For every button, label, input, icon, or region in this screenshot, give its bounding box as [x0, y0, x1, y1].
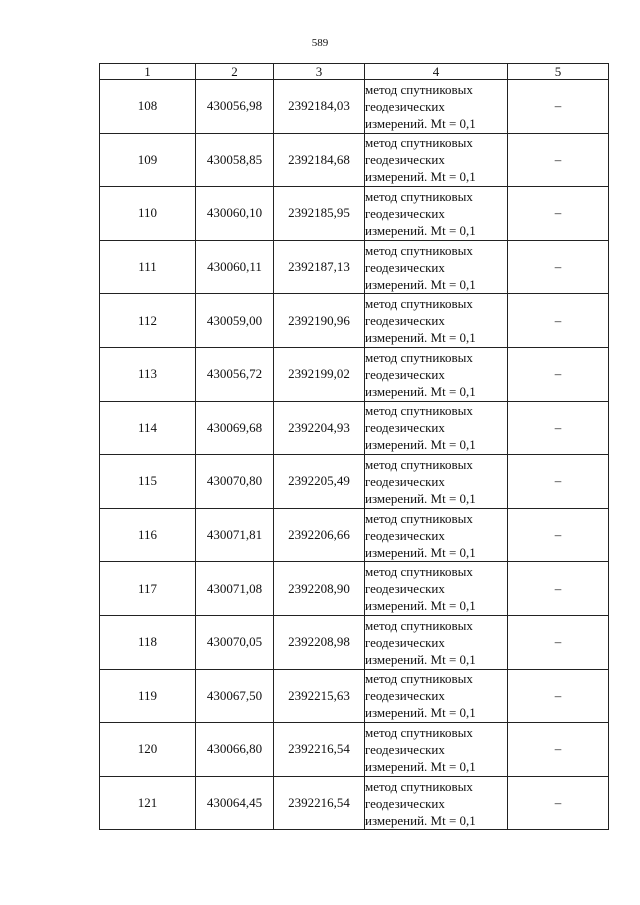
y-coordinate-cell: 2392215,63 [274, 669, 365, 723]
point-number-cell: 113 [100, 347, 196, 401]
method-line: геодезических [365, 688, 445, 704]
table-row [100, 187, 609, 241]
table-row [100, 669, 609, 723]
x-coordinate-cell: 430056,98 [196, 80, 274, 134]
page-number: 589 [311, 37, 329, 49]
method-cell [365, 776, 508, 830]
table-row [100, 455, 609, 509]
point-number-cell: 121 [100, 776, 196, 830]
method-cell [365, 240, 508, 294]
col5-cell: – [508, 776, 609, 830]
method-line: измерений. Mt = 0,1 [365, 758, 476, 774]
method-line: измерений. Mt = 0,1 [365, 383, 476, 399]
method-line: геодезических [365, 313, 445, 329]
point-number-cell: 108 [100, 80, 196, 134]
method-line: метод спутниковых [365, 188, 473, 204]
table-row [100, 401, 609, 455]
point-number-cell: 120 [100, 723, 196, 777]
method-cell [365, 508, 508, 562]
y-coordinate-cell: 2392216,54 [274, 776, 365, 830]
x-coordinate-cell: 430056,72 [196, 347, 274, 401]
method-cell [365, 455, 508, 509]
point-number-cell: 114 [100, 401, 196, 455]
y-coordinate-cell: 2392185,95 [274, 187, 365, 241]
col5-cell: – [508, 723, 609, 777]
method-cell [365, 347, 508, 401]
col5-cell: – [508, 347, 609, 401]
x-coordinate-cell: 430070,80 [196, 455, 274, 509]
method-line: измерений. Mt = 0,1 [365, 812, 476, 828]
x-coordinate-cell: 430066,80 [196, 723, 274, 777]
method-line: геодезических [365, 98, 445, 114]
col5-cell: – [508, 455, 609, 509]
x-coordinate-cell: 430069,68 [196, 401, 274, 455]
x-coordinate-cell: 430071,08 [196, 562, 274, 616]
y-coordinate-cell: 2392184,68 [274, 133, 365, 187]
coordinates-table [99, 63, 609, 830]
method-cell [365, 133, 508, 187]
y-coordinate-cell: 2392205,49 [274, 455, 365, 509]
x-coordinate-cell: 430071,81 [196, 508, 274, 562]
y-coordinate-cell: 2392184,03 [274, 80, 365, 134]
method-cell [365, 401, 508, 455]
method-line: метод спутниковых [365, 349, 473, 365]
method-line: измерений. Mt = 0,1 [365, 330, 476, 346]
method-line: геодезических [365, 634, 445, 650]
method-line: метод спутниковых [365, 778, 473, 794]
col5-cell: – [508, 508, 609, 562]
method-line: геодезических [365, 152, 445, 168]
point-number-cell: 115 [100, 455, 196, 509]
y-coordinate-cell: 2392204,93 [274, 401, 365, 455]
table-row [100, 347, 609, 401]
method-line: метод спутниковых [365, 617, 473, 633]
table-row [100, 723, 609, 777]
point-number-cell: 109 [100, 133, 196, 187]
method-cell [365, 669, 508, 723]
table-row [100, 508, 609, 562]
method-line: измерений. Mt = 0,1 [365, 276, 476, 292]
y-coordinate-cell: 2392187,13 [274, 240, 365, 294]
y-coordinate-cell: 2392208,90 [274, 562, 365, 616]
table-row [100, 294, 609, 348]
method-line: измерений. Mt = 0,1 [365, 115, 476, 131]
method-cell [365, 80, 508, 134]
x-coordinate-cell: 430064,45 [196, 776, 274, 830]
method-line: геодезических [365, 795, 445, 811]
method-line: измерений. Mt = 0,1 [365, 544, 476, 560]
col5-cell: – [508, 294, 609, 348]
table-row [100, 562, 609, 616]
col5-cell: – [508, 240, 609, 294]
y-coordinate-cell: 2392216,54 [274, 723, 365, 777]
method-line: измерений. Mt = 0,1 [365, 222, 476, 238]
table-row [100, 133, 609, 187]
method-line: геодезических [365, 473, 445, 489]
method-line: метод спутниковых [365, 510, 473, 526]
column-header-3: 3 [274, 64, 365, 80]
y-coordinate-cell: 2392208,98 [274, 615, 365, 669]
x-coordinate-cell: 430058,85 [196, 133, 274, 187]
method-line: метод спутниковых [365, 296, 473, 312]
method-line: метод спутниковых [365, 81, 473, 97]
table-body [100, 80, 609, 830]
method-line: метод спутниковых [365, 135, 473, 151]
method-line: геодезических [365, 205, 445, 221]
column-header-4: 4 [365, 64, 508, 80]
method-line: измерений. Mt = 0,1 [365, 490, 476, 506]
method-line: измерений. Mt = 0,1 [365, 169, 476, 185]
y-coordinate-cell: 2392206,66 [274, 508, 365, 562]
col5-cell: – [508, 669, 609, 723]
method-line: метод спутниковых [365, 564, 473, 580]
table-header-row [100, 64, 609, 80]
method-line: геодезических [365, 741, 445, 757]
method-line: геодезических [365, 581, 445, 597]
col5-cell: – [508, 615, 609, 669]
col5-cell: – [508, 562, 609, 616]
x-coordinate-cell: 430059,00 [196, 294, 274, 348]
table-row [100, 776, 609, 830]
method-line: геодезических [365, 366, 445, 382]
method-cell [365, 294, 508, 348]
col5-cell: – [508, 80, 609, 134]
method-line: метод спутниковых [365, 456, 473, 472]
y-coordinate-cell: 2392190,96 [274, 294, 365, 348]
method-line: измерений. Mt = 0,1 [365, 437, 476, 453]
col5-cell: – [508, 187, 609, 241]
method-cell [365, 615, 508, 669]
method-line: измерений. Mt = 0,1 [365, 598, 476, 614]
point-number-cell: 112 [100, 294, 196, 348]
x-coordinate-cell: 430070,05 [196, 615, 274, 669]
y-coordinate-cell: 2392199,02 [274, 347, 365, 401]
table-row [100, 240, 609, 294]
method-line: геодезических [365, 259, 445, 275]
method-line: геодезических [365, 420, 445, 436]
method-line: метод спутниковых [365, 724, 473, 740]
method-cell [365, 723, 508, 777]
method-line: метод спутниковых [365, 242, 473, 258]
x-coordinate-cell: 430060,10 [196, 187, 274, 241]
point-number-cell: 117 [100, 562, 196, 616]
x-coordinate-cell: 430060,11 [196, 240, 274, 294]
method-line: измерений. Mt = 0,1 [365, 651, 476, 667]
column-header-2: 2 [196, 64, 274, 80]
method-cell [365, 562, 508, 616]
point-number-cell: 111 [100, 240, 196, 294]
x-coordinate-cell: 430067,50 [196, 669, 274, 723]
table-row [100, 80, 609, 134]
method-line: геодезических [365, 527, 445, 543]
point-number-cell: 116 [100, 508, 196, 562]
column-header-1: 1 [100, 64, 196, 80]
col5-cell: – [508, 401, 609, 455]
column-header-5: 5 [508, 64, 609, 80]
method-line: метод спутниковых [365, 671, 473, 687]
method-cell [365, 187, 508, 241]
point-number-cell: 110 [100, 187, 196, 241]
method-line: метод спутниковых [365, 403, 473, 419]
table-row [100, 615, 609, 669]
point-number-cell: 119 [100, 669, 196, 723]
col5-cell: – [508, 133, 609, 187]
point-number-cell: 118 [100, 615, 196, 669]
method-line: измерений. Mt = 0,1 [365, 705, 476, 721]
